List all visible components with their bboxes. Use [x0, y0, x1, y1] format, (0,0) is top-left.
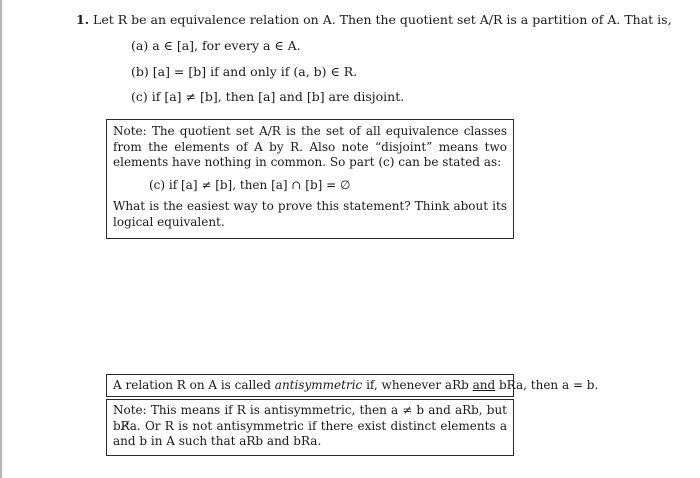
definition-box-antisymmetric — [106, 374, 599, 397]
problem-statement — [76, 12, 672, 28]
part-a-label: (a) — [131, 38, 149, 53]
part-c — [131, 89, 404, 105]
part-b-label: (b) — [131, 64, 149, 79]
note1-paragraph1: Note: The quotient set A/R is the set of all equivalence classes from the elements of A by R. Also note “disjoint” means two elements have nothing in common. So part (c) can be stated as: — [113, 124, 507, 169]
definition-text-after: if, whenever aRb — [362, 378, 473, 392]
note-box-quotient — [106, 119, 514, 239]
note2-text: Note: This means if R is antisymmetric, then a ≠ b and aRb, but bR̸a. Or R is not antisymmetric if there exist distinct elements a and b in A such that aRb and bRa. — [113, 403, 507, 448]
definition-text-before: A relation R on A is called — [113, 378, 275, 392]
problem-text: Let R be an equivalence relation on A. Then the quotient set A/R is a partition of A. That is, — [93, 12, 672, 27]
problem-number: 1. — [76, 12, 90, 27]
note1-restated-part-c: (c) if [a] ≠ [b], then [a] ∩ [b] = ∅ — [149, 177, 351, 192]
part-b — [131, 64, 357, 80]
definition-and-underlined: and — [472, 378, 496, 392]
part-a — [131, 38, 301, 54]
part-c-label: (c) — [131, 89, 148, 104]
definition-text-end: bRa, then a = b. — [495, 378, 599, 392]
note1-paragraph2: What is the easiest way to prove this statement? Think about its logical equivalent. — [113, 199, 507, 229]
note-box-antisymmetric — [106, 399, 514, 456]
part-b-text: [a] = [b] if and only if (a, b) ∈ R. — [152, 64, 358, 79]
part-c-text: if [a] ≠ [b], then [a] and [b] are disjoint. — [151, 89, 405, 104]
definition-term: antisymmetric — [274, 378, 363, 392]
part-a-text: a ∈ [a], for every a ∈ A. — [152, 38, 301, 53]
